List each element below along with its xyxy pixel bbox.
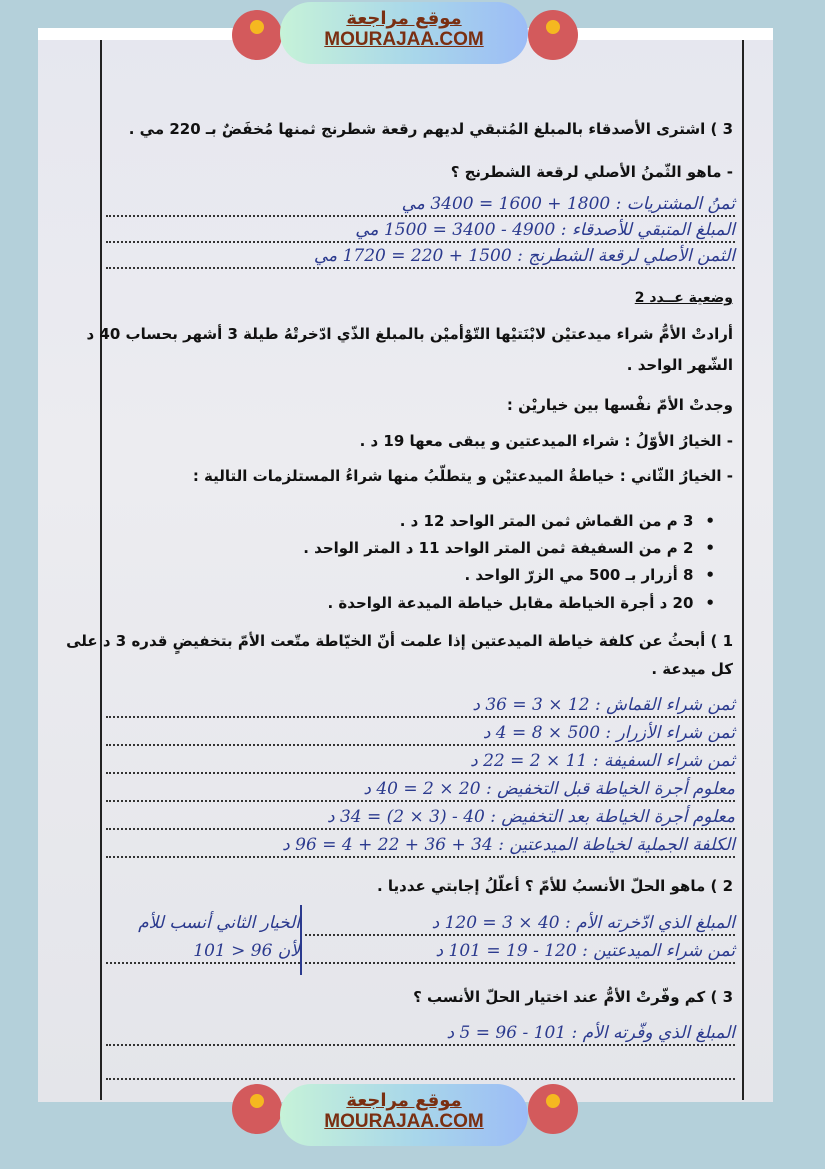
question-1: 1 ) أبحثُ عن كلفة خياطة الميدعتين إذا علمت أنّ الخيّاطة متّعت الأمّ بتخفيضٍ قدره 3 د على <box>66 632 733 650</box>
divider <box>300 905 302 975</box>
paragraph: الشّهر الواحد . <box>626 356 733 374</box>
answer-line: ثمنُ المشتريات : 1800 + 1600 = 3400 مي <box>106 193 735 217</box>
answer-line: معلوم أجرة الخياطة قبل التخفيض : 20 × 2 = 40 د <box>106 778 735 802</box>
question-1-cont: كل ميدعة . <box>651 660 733 678</box>
site-banner-top[interactable] <box>280 2 528 64</box>
banner-arabic: موقع مراجعة <box>346 1090 462 1111</box>
section-title: وضعية عــدد 2 <box>634 290 733 306</box>
answer-line: ثمن شراء السفيفة : 11 × 2 = 22 د <box>106 750 735 774</box>
question-3: 3 ) اشترى الأصدقاء بالمبلغ المُتبقي لديهم رقعة شطرنج ثمنها مُخفَضٌ بـ 220 مي . <box>128 120 733 138</box>
answer-line: المبلغ الذي وفّرته الأم : 101 - 96 = 5 د <box>106 1022 735 1046</box>
site-banner-bottom[interactable] <box>280 1084 528 1146</box>
answer-line: معلوم أجرة الخياطة بعد التخفيض : 40 - (3 × 2) = 34 د <box>106 806 735 830</box>
logo-left <box>232 10 282 60</box>
banner-arabic: موقع مراجعة <box>346 8 462 29</box>
book-icon <box>546 1094 560 1108</box>
list-item: • 3 م من القماش ثمن المتر الواحد 12 د . <box>106 512 715 530</box>
answer-line: المبلغ الذي ادّخرته الأم : 40 × 3 = 120 د <box>305 912 735 936</box>
paragraph: أرادتْ الأمُّ شراء ميدعتيْن لابْنَتيْها التّوْأميْن بالمبلغ الذّي ادّخرتْهُ طيلة 3 أشهر بحساب 40 د <box>86 325 733 343</box>
book-icon <box>546 20 560 34</box>
banner-latin: MOURAJAA.COM <box>324 29 484 50</box>
paragraph: وجدتْ الأمّ نفْسها بين خياريْن : <box>506 396 733 414</box>
sub-question: - ماهو الثّمنُ الأصلي لرقعة الشطرنج ؟ <box>450 163 733 181</box>
logo-left <box>232 1084 282 1134</box>
answer-line: الكلفة الجملية لخياطة الميدعتين : 34 + 36 + 22 + 4 = 96 د <box>106 834 735 858</box>
answer-line: ثمن شراء القماش : 12 × 3 = 36 د <box>106 694 735 718</box>
list-item: • 20 د أجرة الخياطة مقابل خياطة الميدعة الواحدة . <box>106 594 715 612</box>
list-item: • 2 م من السفيفة ثمن المتر الواحد 11 د المتر الواحد . <box>106 539 715 557</box>
answer-line: ثمن شراء الميدعتين : 120 - 19 = 101 د <box>305 940 735 964</box>
conclusion-line: الخيار الثاني أنسب للأم <box>138 913 300 933</box>
answer-line: الثمن الأصلي لرقعة الشطرنج : 1500 + 220 = 1720 مي <box>106 245 735 269</box>
question-2: 2 ) ماهو الحلّ الأنسبُ للأمّ ؟ أعلّلُ إجابتي عدديا . <box>376 877 733 895</box>
answer-line: المبلغ المتبقي للأصدقاء : 4900 - 3400 = 1500 مي <box>106 219 735 243</box>
empty-dotted-line <box>106 1056 735 1080</box>
question-3b: 3 ) كم وفّرتْ الأمُّ عند اختيار الحلّ الأنسب ؟ <box>413 988 733 1006</box>
option-2: - الخيارُ الثّاني : خياطةُ الميدعتيْن و يتطلّبُ منها شراءُ المستلزمات التالية : <box>192 467 733 485</box>
list-item: • 8 أزرار بـ 500 مي الزرّ الواحد . <box>106 566 715 584</box>
banner-latin: MOURAJAA.COM <box>324 1111 484 1132</box>
logo-right <box>528 1084 578 1134</box>
option-1: - الخيارُ الأوّلُ : شراء الميدعتين و يبقى معها 19 د . <box>359 432 733 450</box>
answer-line: ثمن شراء الأزرار : 500 × 8 = 4 د <box>106 722 735 746</box>
book-icon <box>250 1094 264 1108</box>
conclusion-line: لأن 96 < 101 <box>106 940 300 964</box>
book-icon <box>250 20 264 34</box>
logo-right <box>528 10 578 60</box>
